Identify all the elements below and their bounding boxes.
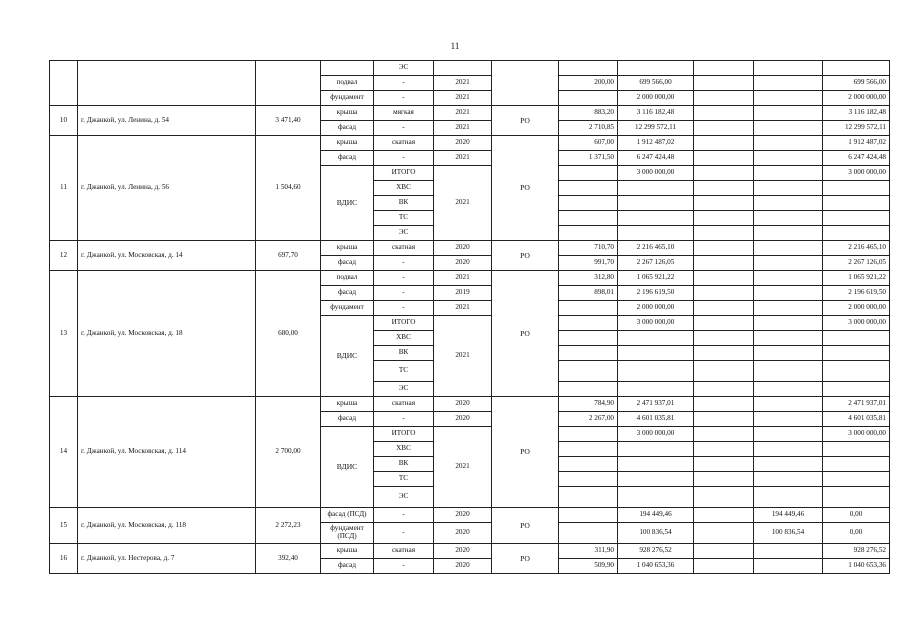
table-row: 14 г. Джанкой, ул. Московская, д. 114 2 700,00 крыша скатная 2020 РО 784,90 2 471 937,01 2 471 937,01 — [50, 397, 890, 412]
table-row: фундамент - 2021 2 000 000,00 2 000 000,00 — [50, 91, 890, 106]
address: г. Джанкой, ул. Ленина, д. 56 — [78, 136, 256, 241]
table-row: 11 г. Джанкой, ул. Ленина, д. 56 1 504,60 крыша скатная 2020 РО 607,00 1 912 487,02 1 912 487,02 — [50, 136, 890, 151]
vdis-label: ВДИС — [321, 166, 374, 241]
page-number: 11 — [450, 41, 460, 51]
vdis-item: ТС — [374, 211, 434, 226]
table-row: 13 г. Джанкой, ул. Московская, д. 18 680,00 подвал - 2021 РО 312,80 1 065 921,22 1 065 921,22 — [50, 271, 890, 286]
table-row — [50, 61, 890, 76]
vdis-item: ЭС — [374, 61, 434, 76]
vdis-item: ИТОГО — [374, 316, 434, 331]
table-row: ВДИС ИТОГО 2021 3 000 000,00 3 000 000,00 — [50, 166, 890, 181]
table-row: фундамент - 2021 2 000 000,00 2 000 000,00 — [50, 301, 890, 316]
vdis-item: ТС — [374, 361, 434, 382]
table-row: ВДИС ИТОГО 2021 3 000 000,00 3 000 000,00 — [50, 427, 890, 442]
vdis-item: ВК — [374, 346, 434, 361]
table-row: 15 г. Джанкой, ул. Московская, д. 118 2 272,23 фасад (ПСД) - 2020 РО 194 449,46 194 449,46 0,00 — [50, 508, 890, 523]
vdis-item: ИТОГО — [374, 427, 434, 442]
vdis-label: ВДИС — [321, 316, 374, 397]
address: г. Джанкой, ул. Московская, д. 14 — [78, 241, 256, 271]
capital-repair-table — [49, 60, 890, 574]
address: г. Джанкой, ул. Ленина, д. 54 — [78, 106, 256, 136]
address: г. Джанкой, ул. Московская, д. 118 — [78, 508, 256, 544]
vdis-item: ВК — [374, 196, 434, 211]
vdis-item: ЭС — [374, 487, 434, 508]
vdis-item: ХВС — [374, 331, 434, 346]
address: г. Джанкой, ул. Московская, д. 18 — [78, 271, 256, 397]
vdis-item: ЭС — [374, 382, 434, 397]
vdis-item: ВК — [374, 457, 434, 472]
vdis-item: ИТОГО — [374, 166, 434, 181]
table-row: 12 г. Джанкой, ул. Московская, д. 14 697,70 крыша скатная 2020 РО 710,70 2 216 465,10 2 216 465,10 — [50, 241, 890, 256]
table-row: фасад - 2020 2 267,00 4 601 035,81 4 601 035,81 — [50, 412, 890, 427]
table-row: фасад - 2020 991,70 2 267 126,05 2 267 126,05 — [50, 256, 890, 271]
table-row: ВДИС ИТОГО 2021 3 000 000,00 3 000 000,00 — [50, 316, 890, 331]
address: г. Джанкой, ул. Нестерова, д. 7 — [78, 544, 256, 574]
table-row: фундамент (ПСД) - 2020 100 836,54 100 836,54 0,00 — [50, 523, 890, 544]
vdis-item: ТС — [374, 472, 434, 487]
table-row: фасад - 2021 1 371,50 6 247 424,48 6 247 424,48 — [50, 151, 890, 166]
vdis-item: ЭС — [374, 226, 434, 241]
table-row: 16 г. Джанкой, ул. Нестерова, д. 7 392,40 крыша скатная 2020 РО 311,90 928 276,52 928 276,52 — [50, 544, 890, 559]
table-row: фасад - 2021 2 710,85 12 299 572,11 12 299 572,11 — [50, 121, 890, 136]
vdis-item: ХВС — [374, 181, 434, 196]
table-row: 10 г. Джанкой, ул. Ленина, д. 54 3 471,40 крыша мягкая 2021 РО 883,20 3 116 182,48 3 116 182,48 — [50, 106, 890, 121]
table-row: фасад - 2020 509,90 1 040 653,36 1 040 653,36 — [50, 559, 890, 574]
vdis-label: ВДИС — [321, 427, 374, 508]
table-row: подвал - 2021 200,00 699 566,00 699 566,00 — [50, 76, 890, 91]
address: г. Джанкой, ул. Московская, д. 114 — [78, 397, 256, 508]
table-row: фасад - 2019 898,01 2 196 619,50 2 196 619,50 — [50, 286, 890, 301]
vdis-item: ХВС — [374, 442, 434, 457]
